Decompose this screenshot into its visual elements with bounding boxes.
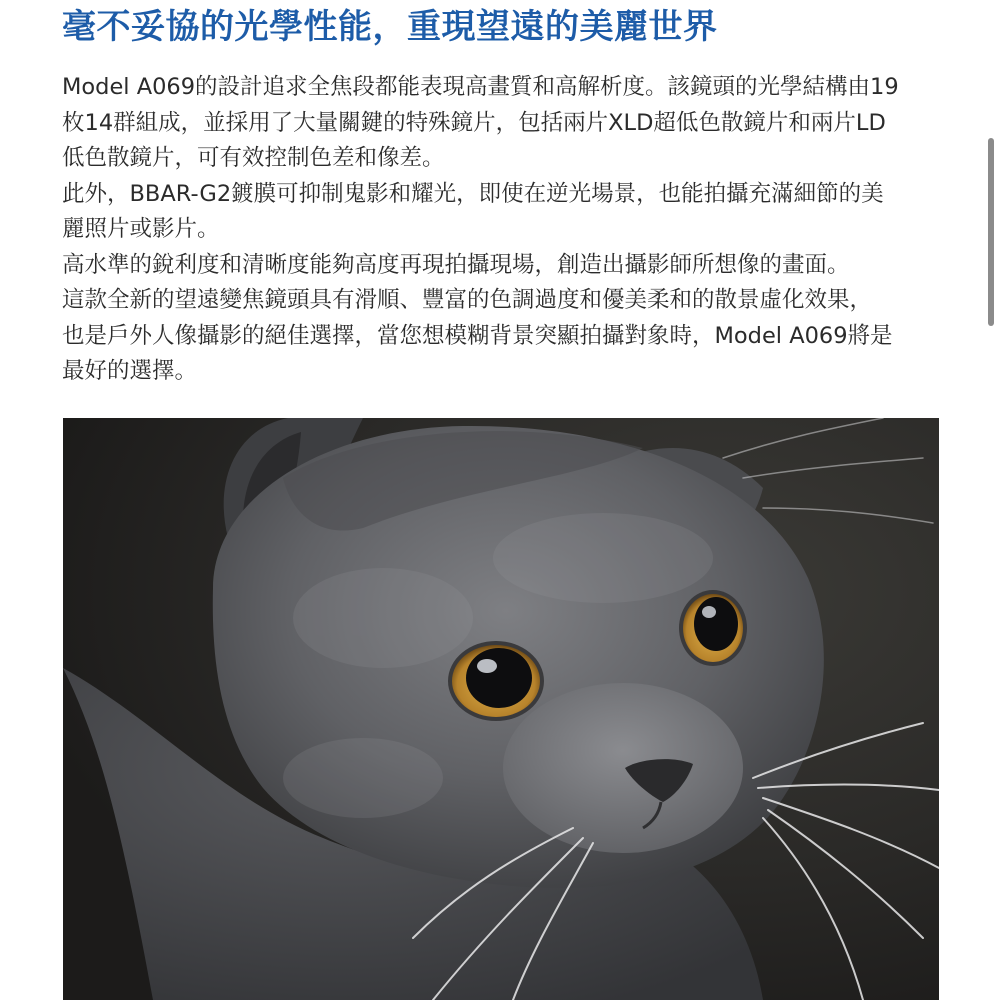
article-body bbox=[62, 70, 942, 390]
article-line: Model A069的設計追求全焦段都能表現高畫質和高解析度。該鏡頭的光學結構由19 bbox=[62, 74, 899, 100]
article-line: 低色散鏡片，可有效控制色差和像差。 bbox=[62, 145, 445, 171]
article-line: 此外，BBAR-G2鍍膜可抑制鬼影和耀光，即使在逆光場景，也能拍攝充滿細節的美 bbox=[62, 180, 884, 207]
article-line: 麗照片或影片。 bbox=[62, 216, 220, 242]
scrollbar-thumb[interactable] bbox=[988, 138, 994, 326]
article-title: 毫不妥協的光學性能，重現望遠的美麗世界 bbox=[62, 7, 718, 47]
gray-cat-photo bbox=[63, 418, 939, 1000]
article-line: 這款全新的望遠變焦鏡頭具有滑順、豐富的色調過度和優美柔和的散景虛化效果， bbox=[62, 287, 873, 313]
article-line: 枚14群組成，並採用了大量關鍵的特殊鏡片，包括兩片XLD超低色散鏡片和兩片LD bbox=[62, 109, 886, 136]
cat-illustration bbox=[63, 418, 939, 1000]
article-line: 最好的選擇。 bbox=[62, 358, 198, 384]
article-line: 高水準的銳利度和清晰度能夠高度再現拍攝現場，創造出攝影師所想像的畫面。 bbox=[62, 251, 850, 278]
article-line: 也是戶外人像攝影的絕佳選擇，當您想模糊背景突顯拍攝對象時，Model A069將是 bbox=[62, 322, 893, 349]
